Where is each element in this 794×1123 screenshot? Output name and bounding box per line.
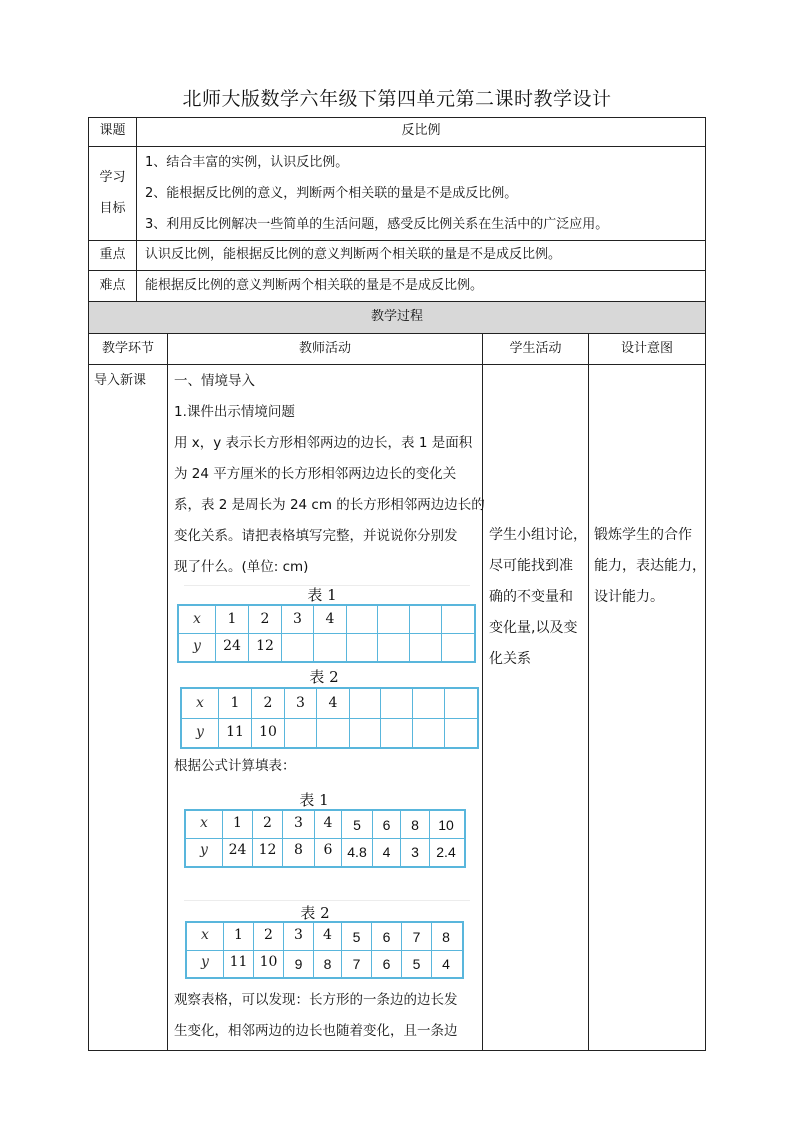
difficulty-label: 难点 xyxy=(99,278,126,293)
observe-line-1: 观察表格，可以发现：长方形的一条边的边长发 xyxy=(174,992,458,1008)
cell: 6 xyxy=(382,956,391,972)
student-line-5: 化关系 xyxy=(489,651,531,667)
header-stage: 教学环节 xyxy=(101,341,154,356)
cell: 24 xyxy=(223,638,241,654)
cell: 1 xyxy=(227,611,237,627)
filled-table1-caption: 表 1 xyxy=(299,791,329,809)
cell: y xyxy=(200,842,208,858)
cell: y xyxy=(201,954,209,970)
cell: 4 xyxy=(382,844,391,860)
teacher-para-5: 现了什么。(单位: cm) xyxy=(174,559,309,575)
page-title: 北师大版数学六年级下第四单元第二课时教学设计 xyxy=(182,88,612,110)
stage-name: 导入新课 xyxy=(94,373,147,388)
cell: 24 xyxy=(228,842,247,858)
cell: 4 xyxy=(323,927,332,943)
cell: 4 xyxy=(442,956,450,972)
cell: 2 xyxy=(263,695,273,711)
lesson-plan-table xyxy=(88,117,706,1051)
cell: y xyxy=(196,724,204,740)
process-title: 教学过程 xyxy=(370,309,423,324)
cell: 4 xyxy=(328,695,338,711)
intent-line-3: 设计能力。 xyxy=(594,589,664,605)
observe-line-2: 生变化，相邻两边的边长也随着变化，且一条边 xyxy=(174,1023,458,1039)
cell: 5 xyxy=(412,956,421,972)
cell: 2.4 xyxy=(436,844,456,860)
cell: 1 xyxy=(230,695,240,711)
cell: 8 xyxy=(411,817,419,833)
filled-table1 xyxy=(184,809,466,868)
teacher-para-1: 用 x，y 表示长方形相邻两边的边长，表 1 是面积 xyxy=(174,435,473,451)
cell: x xyxy=(200,815,208,831)
cell: x xyxy=(196,695,204,711)
cell: 11 xyxy=(226,724,244,740)
cell: 5 xyxy=(353,817,361,833)
cell: y xyxy=(193,638,201,654)
cell: 3 xyxy=(294,927,303,943)
table1 xyxy=(177,604,476,663)
cell: 7 xyxy=(412,929,421,945)
table1-caption: 表 1 xyxy=(307,586,337,604)
teacher-para-4: 变化关系。请把表格填写完整，并说说你分别发 xyxy=(174,528,458,544)
teacher-heading: 一、情境导入 xyxy=(174,373,255,389)
cell: 4 xyxy=(323,815,333,831)
cell: 7 xyxy=(352,956,361,972)
cell: 1 xyxy=(234,927,243,943)
teacher-para-3: 系，表 2 是周长为 24 cm 的长方形相邻两边边长的 xyxy=(174,497,485,513)
goals-label-2: 目标 xyxy=(99,201,126,216)
goal-3: 3、利用反比例解决一些简单的生活问题，感受反比例关系在生活中的广泛应用。 xyxy=(145,217,609,232)
topic-label: 课题 xyxy=(99,123,126,138)
student-line-4: 变化量,以及变 xyxy=(489,620,578,636)
calc-intro: 根据公式计算填表： xyxy=(174,758,296,774)
student-line-2: 尽可能找到准 xyxy=(489,558,573,574)
difficulty-value: 能根据反比例的意义判断两个相关联的量是不是成反比例。 xyxy=(145,278,484,293)
goals-label-1: 学习 xyxy=(99,170,126,185)
student-line-1: 学生小组讨论， xyxy=(489,527,587,543)
topic-value: 反比例 xyxy=(401,123,441,138)
cell: 4.8 xyxy=(347,844,367,860)
key-label: 重点 xyxy=(99,247,126,262)
table2 xyxy=(180,687,479,749)
cell: 12 xyxy=(256,638,274,654)
cell: 10 xyxy=(438,817,454,833)
table2-caption: 表 2 xyxy=(309,668,339,686)
design-intent xyxy=(594,520,706,613)
cell: 8 xyxy=(323,956,332,972)
cell: 2 xyxy=(263,815,272,831)
teacher-intro-text xyxy=(174,366,485,583)
cell: 2 xyxy=(264,927,273,943)
cell: 4 xyxy=(325,611,335,627)
intent-line-1: 锻炼学生的合作 xyxy=(594,527,692,543)
cell: 11 xyxy=(229,954,248,970)
student-activity xyxy=(489,520,587,675)
cell: 3 xyxy=(294,815,303,831)
observe-text xyxy=(174,985,458,1047)
cell: 5 xyxy=(352,929,361,945)
student-line-3: 确的不变量和 xyxy=(489,589,573,605)
goal-1: 1、结合丰富的实例，认识反比例。 xyxy=(145,155,349,170)
header-intent: 设计意图 xyxy=(620,341,673,356)
cell: x xyxy=(193,611,201,627)
cell: 12 xyxy=(258,842,277,858)
filled-table2-caption: 表 2 xyxy=(300,904,330,922)
header-teacher: 教师活动 xyxy=(298,341,351,356)
cell: 6 xyxy=(382,929,391,945)
cell: 3 xyxy=(411,844,419,860)
cell: x xyxy=(201,927,209,943)
header-student: 学生活动 xyxy=(509,341,562,356)
cell: 10 xyxy=(259,724,277,740)
intent-line-2: 能力，表达能力， xyxy=(594,558,706,574)
teacher-sub: 1.课件出示情境问题 xyxy=(174,404,295,420)
filled-table2 xyxy=(185,921,464,979)
cell: 8 xyxy=(442,929,450,945)
cell: 9 xyxy=(294,956,303,972)
cell: 6 xyxy=(382,817,391,833)
cell: 10 xyxy=(259,954,278,970)
cell: 8 xyxy=(294,842,303,858)
teacher-para-2: 为 24 平方厘米的长方形相邻两边边长的变化关 xyxy=(174,466,457,482)
cell: 2 xyxy=(260,611,270,627)
cell: 6 xyxy=(323,842,333,858)
cell: 1 xyxy=(233,815,242,831)
cell: 3 xyxy=(293,611,302,627)
cell: 3 xyxy=(296,695,305,711)
key-value: 认识反比例，能根据反比例的意义判断两个相关联的量是不是成反比例。 xyxy=(145,247,562,262)
goal-2: 2、能根据反比例的意义，判断两个相关联的量是不是成反比例。 xyxy=(145,186,518,201)
